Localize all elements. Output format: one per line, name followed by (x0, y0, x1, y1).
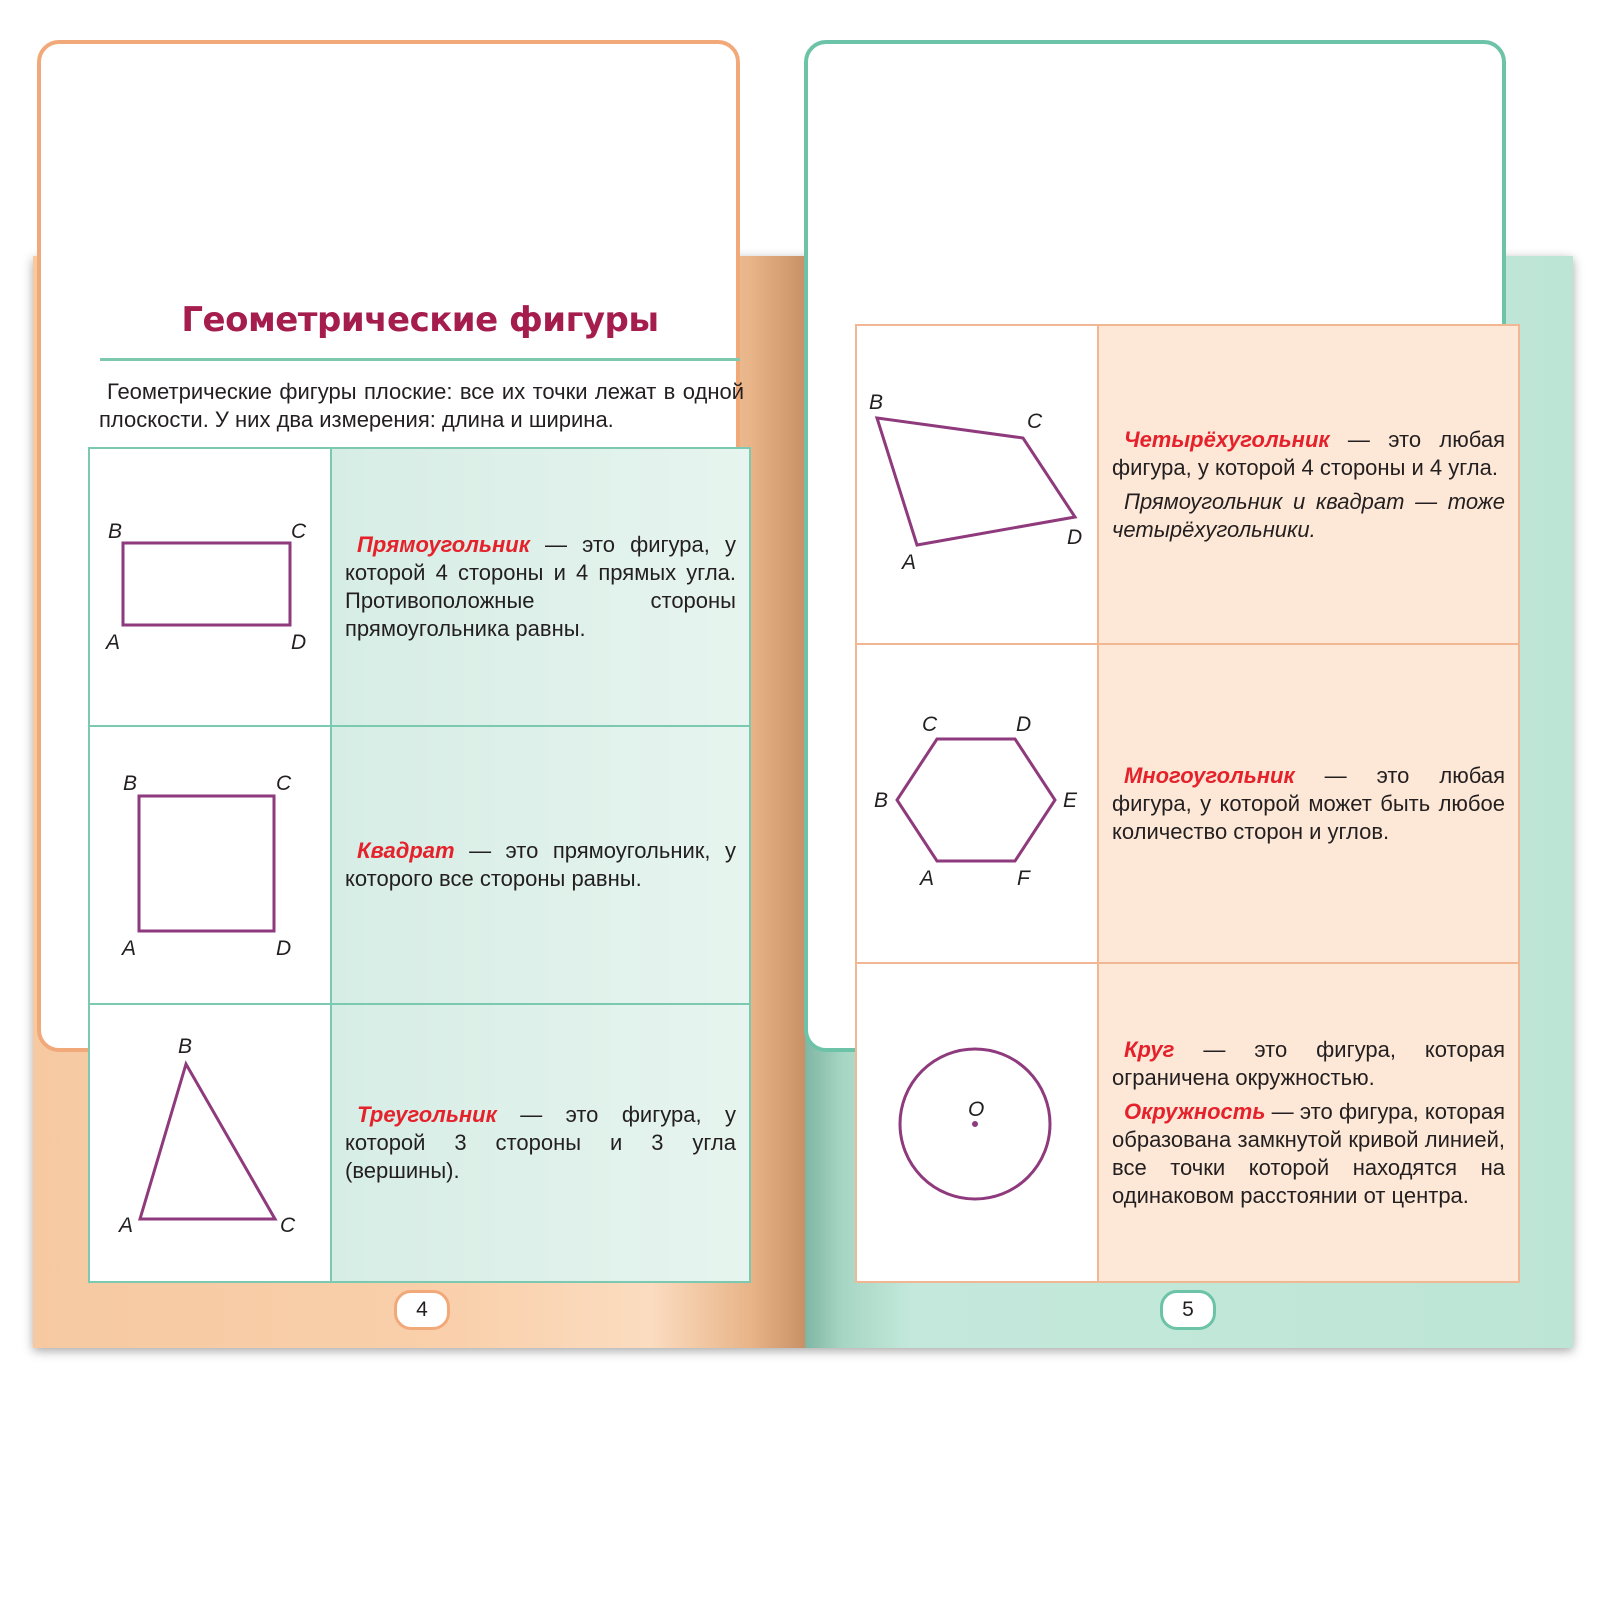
table-row (856, 325, 1519, 644)
figure-cell (856, 963, 1098, 1282)
definition-cell (1098, 325, 1519, 644)
definition-cell (331, 1004, 750, 1282)
term-circumference: Окружность (1124, 1098, 1266, 1124)
term-square: Квадрат (357, 838, 455, 863)
vertex-label: D (1016, 713, 1032, 736)
definition-text: — это фигура, которая образована замкнутой кривой линией, все точки которой находятся на одинаковом расстоянии от центра. (1112, 1098, 1505, 1208)
quadrilateral-note: Прямоугольник и квадрат — тоже четырёхугольники. (1112, 488, 1505, 542)
vertex-label: O (968, 1098, 985, 1121)
circle-figure (857, 964, 1097, 1281)
table-row (89, 1004, 750, 1282)
rectangle-definition (345, 531, 736, 643)
vertex-label: B (869, 391, 884, 414)
term-rectangle: Прямоугольник (357, 532, 530, 557)
vertex-label: A (920, 867, 935, 890)
vertex-label: C (280, 1214, 296, 1237)
circle-definition (1112, 1036, 1505, 1092)
intro-paragraph: Геометрические фигуры плоские: все их точки лежат в одной плоскости. У них два измерения: длина и ширина. (99, 379, 744, 432)
vertex-label: A (119, 1214, 134, 1237)
page-number-left: 4 (394, 1290, 450, 1330)
vertex-label: C (922, 713, 938, 736)
rectangle-figure (90, 449, 330, 725)
vertex-label: B (874, 789, 889, 812)
figure-cell (89, 726, 331, 1004)
vertex-label: C (1027, 410, 1043, 433)
table-row (89, 448, 750, 726)
table-row (856, 963, 1519, 1282)
quadrilateral-definition (1112, 426, 1505, 482)
definition-cell (1098, 963, 1519, 1282)
triangle-definition (345, 1101, 736, 1185)
circle-center-dot (972, 1121, 978, 1127)
right-figures-table (855, 324, 1520, 1283)
definition-text: — это прямоугольник, у которого все стороны равны. (345, 838, 736, 891)
term-polygon: Многоугольник (1124, 762, 1295, 788)
page-number-right: 5 (1160, 1290, 1216, 1330)
page-title: Геометрические фигуры (181, 300, 659, 340)
vertex-label: B (123, 772, 138, 795)
quadrilateral-figure (857, 326, 1097, 643)
term-triangle: Треугольник (357, 1102, 497, 1127)
vertex-label: F (1017, 867, 1030, 890)
definition-text: — это фигура, которая ограничена окружностью. (1112, 1036, 1505, 1090)
vertex-label: C (291, 520, 307, 543)
definition-text: — это любая фигура, у которой может быть любое количество сторон и углов. (1112, 762, 1505, 844)
circumference-definition (1112, 1098, 1505, 1210)
figure-cell (856, 644, 1098, 963)
table-row (89, 726, 750, 1004)
definition-text: — это фигура, у которой 4 стороны и 4 прямых угла. Противоположные стороны прямоугольника равны. (345, 532, 736, 641)
table-row (856, 644, 1519, 963)
definition-text: — это любая фигура, у которой 4 стороны и 4 угла. (1112, 426, 1505, 480)
triangle-figure (90, 1005, 330, 1281)
figure-cell (89, 1004, 331, 1282)
vertex-label: B (178, 1035, 193, 1058)
vertex-label: A (122, 937, 137, 960)
definition-cell (1098, 644, 1519, 963)
square-figure (90, 727, 330, 1003)
title-divider (100, 358, 740, 361)
vertex-label: A (902, 551, 917, 574)
left-figures-table (88, 447, 751, 1283)
definition-cell (331, 726, 750, 1004)
vertex-label: B (108, 520, 123, 543)
definition-text: — это фигура, у которой 3 стороны и 3 угла (вершины). (345, 1102, 736, 1183)
definition-cell (331, 448, 750, 726)
hexagon-figure (857, 645, 1097, 962)
vertex-label: D (291, 631, 307, 654)
square-definition (345, 837, 736, 893)
vertex-label: D (276, 937, 292, 960)
vertex-label: A (106, 631, 121, 654)
figure-cell (89, 448, 331, 726)
vertex-label: C (276, 772, 292, 795)
term-quadrilateral: Четырёхугольник (1124, 426, 1330, 452)
vertex-label: D (1067, 526, 1083, 549)
figure-cell (856, 325, 1098, 644)
vertex-label: E (1063, 789, 1078, 812)
term-circle: Круг (1124, 1036, 1175, 1062)
polygon-definition (1112, 762, 1505, 846)
